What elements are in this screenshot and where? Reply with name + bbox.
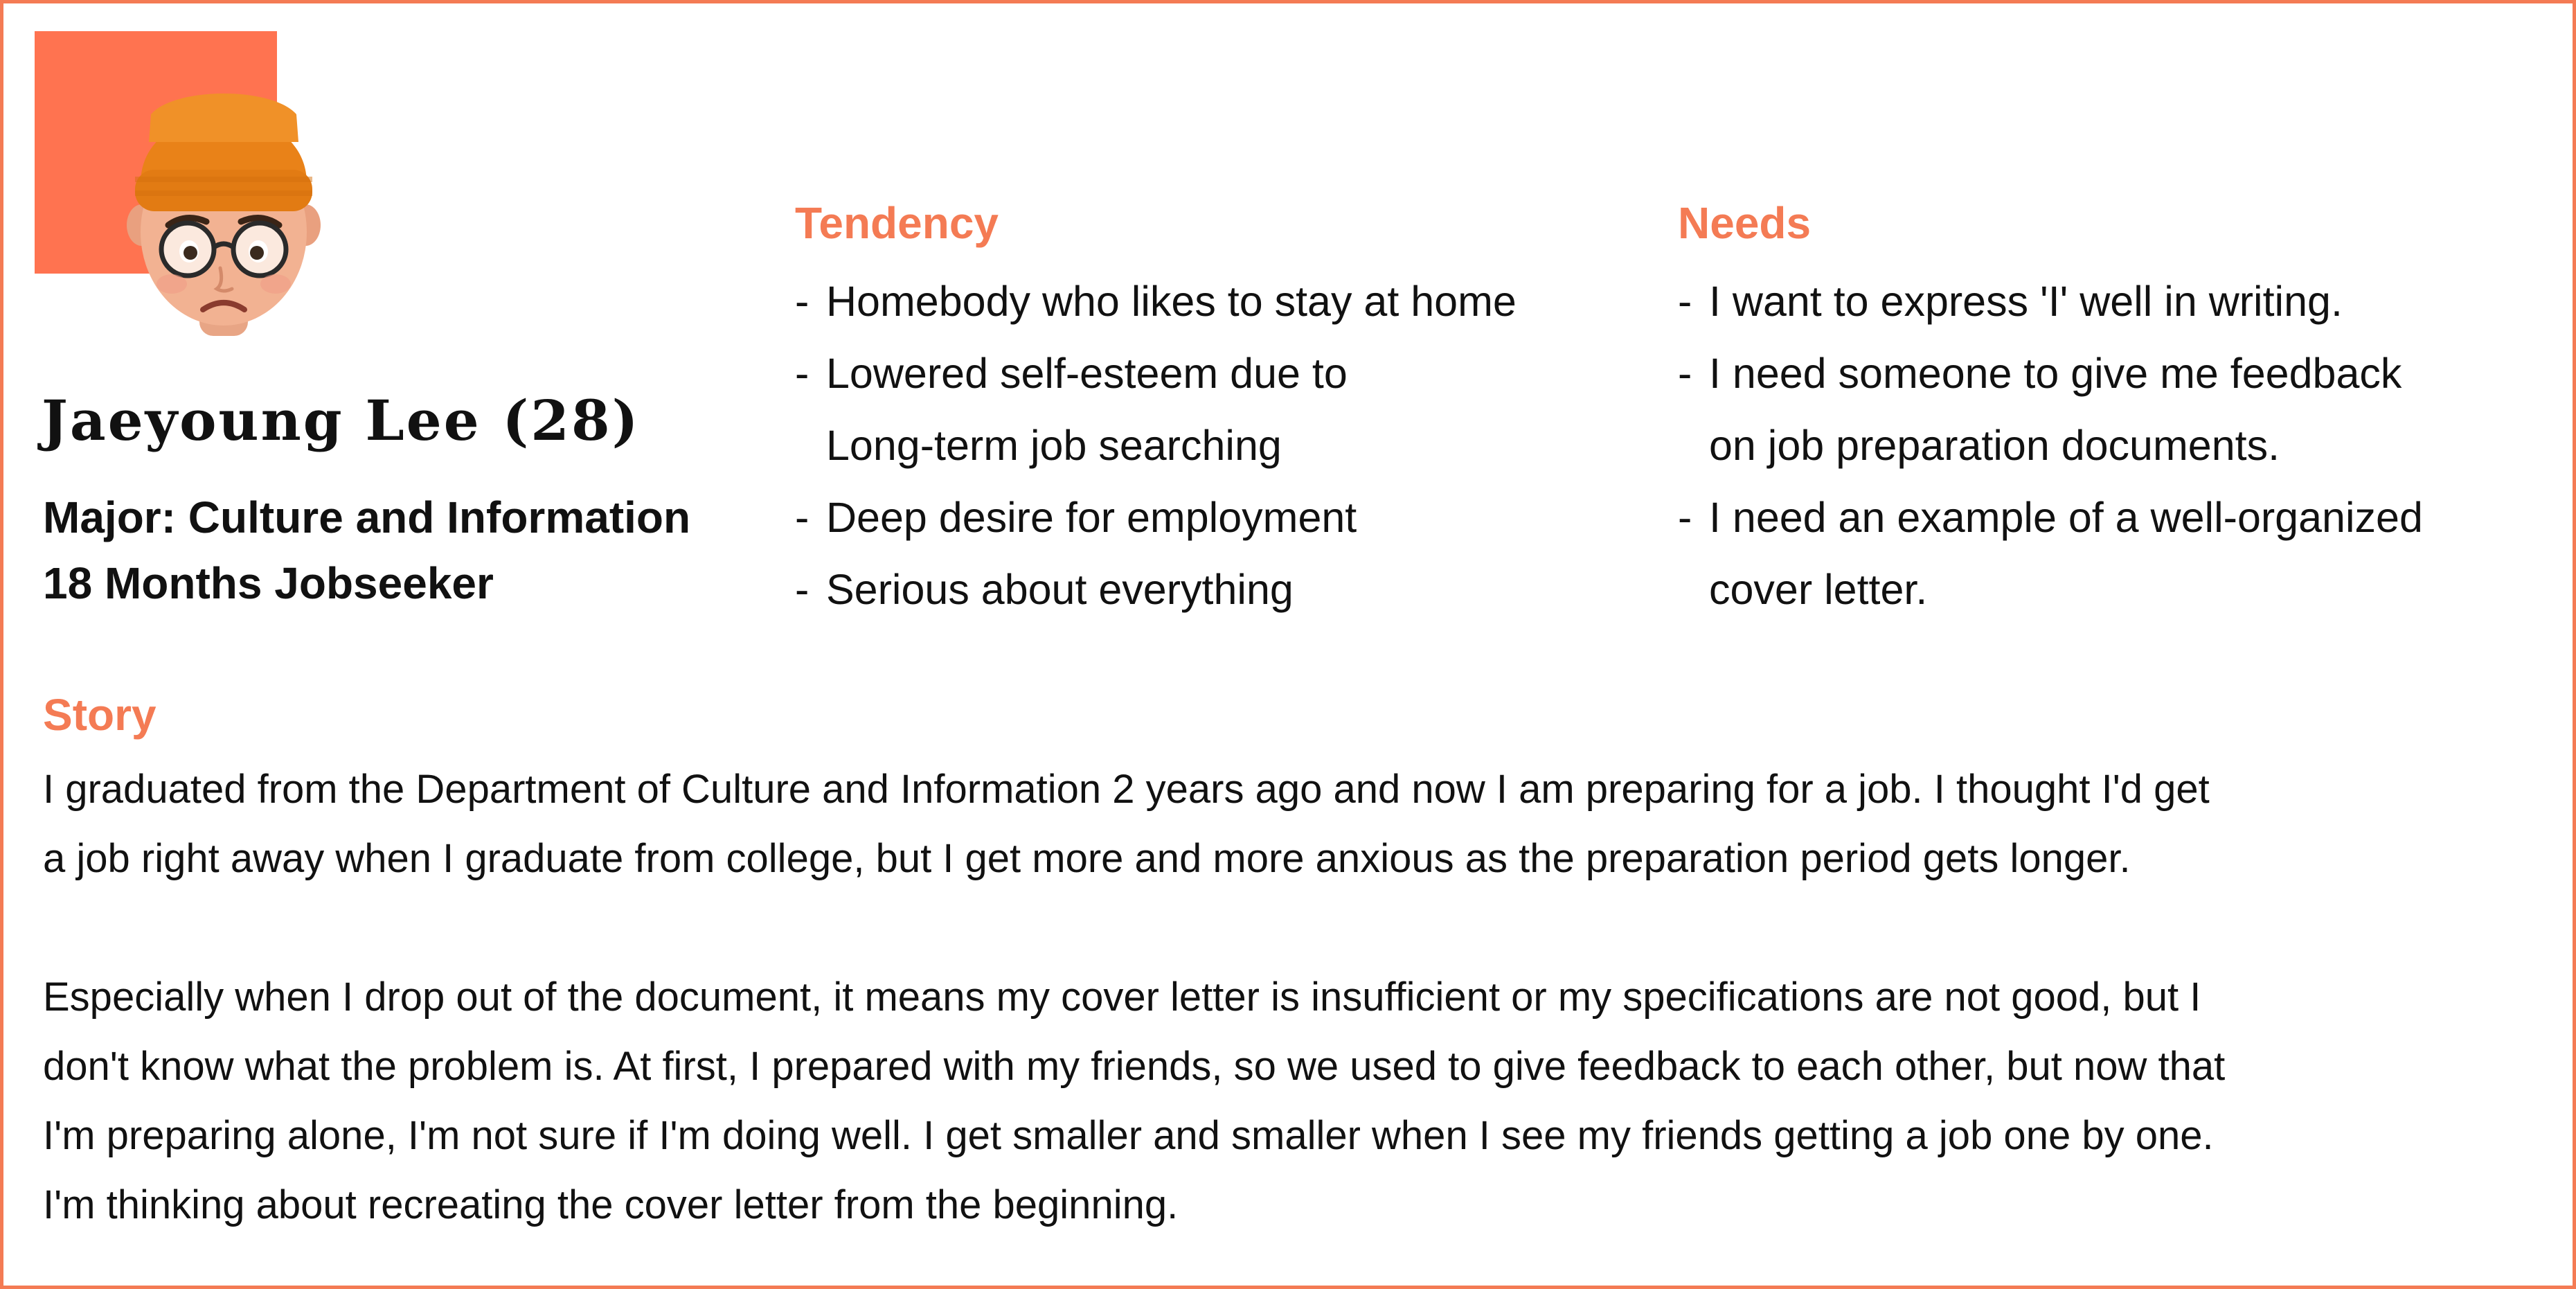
tendency-item: - Lowered self-esteem due to Long-term job searching bbox=[795, 337, 1626, 481]
needs-list bbox=[1678, 265, 2557, 625]
tendency-item: - Deep desire for employment bbox=[795, 481, 1626, 553]
tendency-item: - Serious about everything bbox=[795, 553, 1626, 625]
story-paragraph: I graduated from the Department of Culture and Information 2 years ago and now I am preparing for a job. I thought I'd get a job right away when I graduate from college, but I get more and more anxious as the preparation period gets longer. bbox=[43, 767, 2210, 881]
tendency-list bbox=[795, 265, 1626, 625]
tendency-heading: Tendency bbox=[795, 198, 999, 248]
persona-name: Jaeyoung Lee (28) bbox=[42, 388, 641, 453]
needs-item: - I need someone to give me feedback on job preparation documents. bbox=[1678, 337, 2557, 481]
story-heading: Story bbox=[43, 690, 156, 740]
persona-experience: 18 Months Jobseeker bbox=[43, 558, 494, 608]
memoji-avatar-icon bbox=[113, 66, 334, 357]
persona-major: Major: Culture and Information bbox=[43, 492, 691, 542]
needs-item: - I want to express 'I' well in writing. bbox=[1678, 265, 2557, 337]
needs-heading: Needs bbox=[1678, 198, 1812, 248]
needs-item: - I need an example of a well-organized cover letter. bbox=[1678, 481, 2557, 625]
story-paragraph: Especially when I drop out of the document, it means my cover letter is insufficient or my specifications are not good, but I don't know what the problem is. At first, I prepared with my friends, so we used to give feedback to each other, but now that I'm preparing alone, I'm not sure if I'm doing well. I get smaller and smaller when I see my friends getting a job one by one. I'm thinking about recreating the cover letter from the beginning. bbox=[43, 975, 2226, 1227]
tendency-item: - Homebody who likes to stay at home bbox=[795, 265, 1626, 337]
